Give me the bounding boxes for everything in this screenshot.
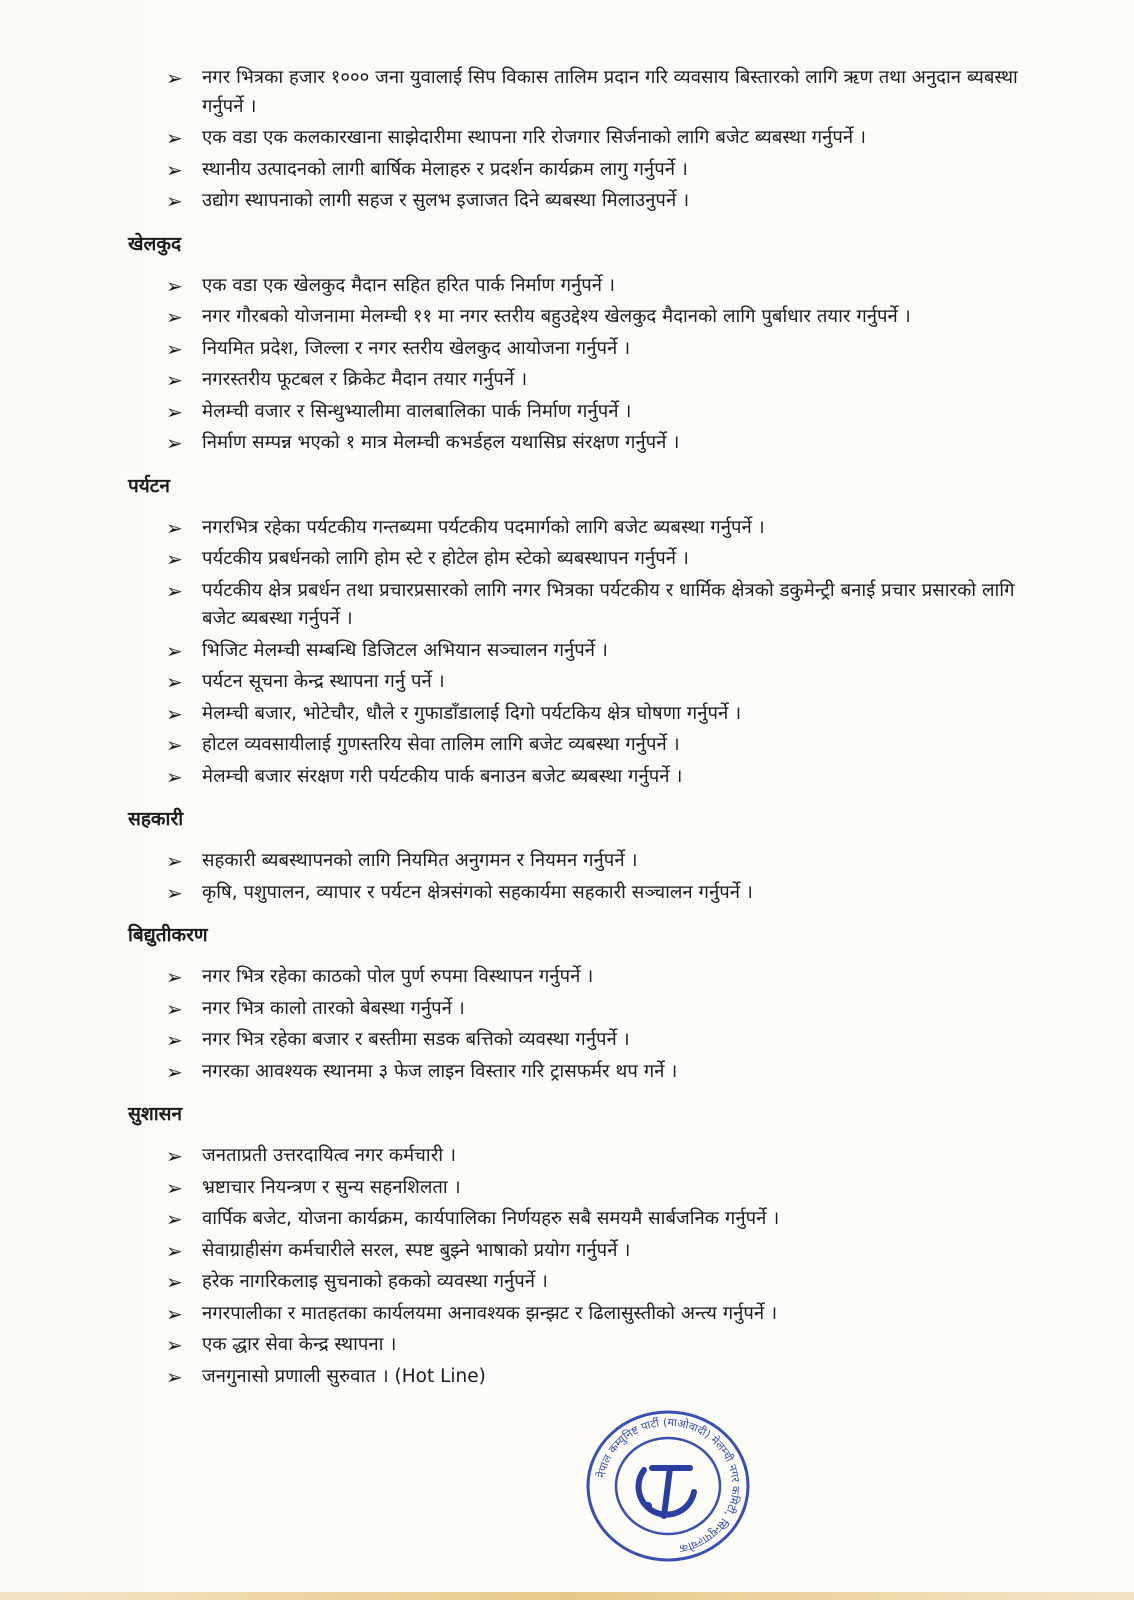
section-heading: सहकारी (128, 808, 184, 830)
list-item-text: उद्योग स्थापनाको लागी सहज र सुलभ इजाजत दिने ब्यबस्था मिलाउनुपर्ने । (202, 190, 690, 211)
bullet-arrow-icon: ➢ (166, 1333, 183, 1357)
bullet-arrow-icon: ➢ (166, 515, 183, 540)
bullet-arrow-icon: ➢ (166, 399, 183, 424)
list-item-text: नगर भित्र कालो तारको बेबस्था गर्नुपर्ने । (202, 997, 465, 1019)
bullet-arrow-icon: ➢ (166, 66, 183, 90)
list-item (166, 335, 1028, 364)
list-item-text: मेलम्ची बजार, भोटेचौर, धौले र गुफाडाँडालाई दिगो पर्यटकिय क्षेत्र घोषणा गर्नुपर्ने । (202, 702, 742, 724)
list-item (166, 1174, 1028, 1203)
bullet-arrow-icon: ➢ (166, 1144, 183, 1168)
list-item-text: सहकारी ब्यबस्थापनको लागि नियमित अनुगमन र नियमन गर्नुपर्ने । (202, 850, 638, 871)
bullet-arrow-icon: ➢ (166, 1364, 183, 1389)
list-item-text: भ्रष्टाचार नियन्त्रण र सुन्य सहनशिलता । (202, 1176, 461, 1198)
section-list (166, 272, 1028, 458)
list-item-text: कृषि, पशुपालन, व्यापार र पर्यटन क्षेत्रसंगको सहकार्यमा सहकारी सञ्चालन गर्नुपर्ने । (202, 881, 753, 903)
section (128, 230, 1028, 458)
list-item-text: नगरस्तरीय फूटबल र क्रिकेट मैदान तयार गर्नुपर्ने । (202, 369, 528, 390)
bullet-arrow-icon: ➢ (166, 157, 183, 182)
list-item-text: भिजिट मेलम्ची सम्बन्धि डिजिटल अभियान सञ्चालन गर्नुपर्ने । (202, 639, 608, 661)
list-item-text: नियमित प्रदेश, जिल्ला र नगर स्तरीय खेलकुद आयोजना गर्नुपर्ने । (202, 337, 631, 359)
intro-list (166, 64, 1028, 216)
list-item (166, 668, 1028, 697)
list-item-text: मेलम्ची बजार संरक्षण गरी पर्यटकीय पार्क बनाउन बजेट ब्यबस्था गर्नुपर्ने । (202, 765, 683, 787)
bullet-arrow-icon: ➢ (166, 638, 183, 663)
list-item (166, 577, 1028, 634)
list-item-text: जनताप्रती उत्तरदायित्व नगर कर्मचारी । (202, 1145, 456, 1166)
list-item (166, 1026, 1028, 1055)
list-item (166, 1237, 1028, 1266)
sections-container (128, 230, 1028, 1392)
bullet-arrow-icon: ➢ (166, 764, 183, 789)
bullet-arrow-icon: ➢ (166, 336, 183, 361)
list-item (166, 1268, 1028, 1297)
bullet-arrow-icon: ➢ (166, 880, 183, 905)
list-item (166, 64, 1028, 121)
bullet-arrow-icon: ➢ (166, 1270, 183, 1294)
section (128, 921, 1028, 1086)
list-item-text: नगरका आवश्यक स्थानमा ३ फेज लाइन विस्तार गरि ट्रासफर्मर थप गर्ने । (202, 1060, 678, 1082)
list-item-text: नगर भित्रका हजार १००० जना युवालाई सिप विकास तालिम प्रदान गरि व्यवसाय बिस्तारको लागि ऋण तथा अनुदान ब्यबस्था गर्नुपर्ने । (202, 67, 1018, 117)
bullet-arrow-icon: ➢ (166, 578, 183, 603)
seal-dot-icon (644, 1502, 652, 1510)
list-item-text: मेलम्ची वजार र सिन्धुभ्यालीमा वालबालिका पार्क निर्माण गर्नुपर्ने । (202, 400, 632, 422)
section-heading: बिद्युतीकरण (128, 924, 208, 946)
bullet-arrow-icon: ➢ (166, 701, 183, 726)
list-item (166, 303, 1028, 332)
section (128, 805, 1028, 907)
list-item-text: पर्यटकीय प्रबर्धनको लागि होम स्टे र होटेल होम स्टेको ब्यबस्थापन गर्नुपर्ने । (202, 548, 689, 569)
list-item (166, 156, 1028, 185)
bullet-arrow-icon: ➢ (166, 305, 183, 329)
bullet-arrow-icon: ➢ (166, 1059, 183, 1084)
section-heading: सुशासन (128, 1103, 183, 1125)
bullet-arrow-icon: ➢ (166, 670, 183, 694)
bullet-arrow-icon: ➢ (166, 849, 183, 873)
list-item (166, 124, 1028, 153)
list-item-text: पर्यटन सूचना केन्द्र स्थापना गर्नु पर्ने । (202, 671, 445, 692)
list-item-text: नगर भित्र रहेका बजार र बस्तीमा सडक बत्तिको व्यवस्था गर्नुपर्ने । (202, 1029, 630, 1050)
list-item-text: एक द्धार सेवा केन्द्र स्थापना । (202, 1334, 397, 1355)
list-item (166, 637, 1028, 666)
list-item (166, 1331, 1028, 1360)
list-item (166, 995, 1028, 1024)
list-item (166, 1205, 1028, 1234)
list-item-text: नगर भित्र रहेका काठको पोल पुर्ण रुपमा विस्थापन गर्नुपर्ने । (202, 966, 594, 987)
bullet-arrow-icon: ➢ (166, 368, 183, 392)
party-seal-stamp (582, 1408, 754, 1564)
bullet-arrow-icon: ➢ (166, 1238, 183, 1263)
list-item-text: एक वडा एक कलकारखाना साझेदारीमा स्थापना गरि रोजगार सिर्जनाको लागि बजेट ब्यबस्था गर्नुपर्ने । (202, 127, 866, 148)
list-item-text: जनगुनासो प्रणाली सुरुवात । (Hot Line) (202, 1365, 486, 1387)
bullet-arrow-icon: ➢ (166, 273, 183, 298)
document-content (128, 64, 1028, 1394)
section-list (166, 847, 1028, 907)
list-item (166, 187, 1028, 216)
list-item (166, 1058, 1028, 1087)
list-item-text: हरेक नागरिकलाइ सुचनाको हकको व्यवस्था गर्नुपर्ने । (202, 1271, 548, 1292)
bullet-arrow-icon: ➢ (166, 1028, 183, 1052)
list-item-text: होटल व्यवसायीलाई गुणस्तरिय सेवा तालिम लागि बजेट व्यबस्था गर्नुपर्ने । (202, 734, 680, 755)
list-item (166, 429, 1028, 458)
section-heading: पर्यटन (128, 474, 170, 497)
list-item (166, 700, 1028, 729)
list-item (166, 963, 1028, 992)
list-item (166, 366, 1028, 395)
list-item-text: सेवाग्राहीसंग कर्मचारीले सरल, स्पष्ट बुझ्ने भाषाको प्रयोग गर्नुपर्ने । (202, 1239, 631, 1261)
seal-text-path: नेपाल कम्युनिष्ट पार्टी (माओवादी) मेलम्ची नगर कमिटी, सिन्धुपाल्चोक (594, 1415, 743, 1555)
list-item-text: नगर गौरबको योजनामा मेलम्ची ११ मा नगर स्तरीय बहुउद्देश्य खेलकुद मैदानको लागि पुर्बाधार तयार गर्नुपर्ने । (202, 306, 911, 327)
list-item (166, 398, 1028, 427)
bullet-arrow-icon: ➢ (166, 431, 183, 455)
bullet-arrow-icon: ➢ (166, 126, 183, 150)
bullet-arrow-icon: ➢ (166, 965, 183, 989)
bullet-arrow-icon: ➢ (166, 1207, 183, 1231)
list-item-text: स्थानीय उत्पादनको लागी बार्षिक मेलाहरु र प्रदर्शन कार्यक्रम लागु गर्नुपर्ने । (202, 158, 688, 180)
section (128, 472, 1028, 792)
bullet-arrow-icon: ➢ (166, 1301, 183, 1326)
bullet-arrow-icon: ➢ (166, 547, 183, 571)
bullet-arrow-icon: ➢ (166, 996, 183, 1021)
list-item-text: नगरपालीका र मातहतका कार्यलयमा अनावश्यक झन्झट र ढिलासुस्तीको अन्त्य गर्नुपर्ने । (202, 1302, 778, 1324)
list-item-text: एक वडा एक खेलकुद मैदान सहित हरित पार्क निर्माण गर्नुपर्ने । (202, 274, 615, 296)
list-item (166, 545, 1028, 574)
list-item-text: निर्माण सम्पन्न भएको १ मात्र मेलम्ची कभर्डहल यथासिघ्र संरक्षण गर्नुपर्ने । (202, 432, 680, 453)
bullet-arrow-icon: ➢ (166, 1175, 183, 1200)
section-list (166, 514, 1028, 792)
list-item (166, 763, 1028, 792)
list-item (166, 879, 1028, 908)
list-item (166, 272, 1028, 301)
list-item-text: नगरभित्र रहेका पर्यटकीय गन्तब्यमा पर्यटकीय पदमार्गको लागि बजेट ब्यबस्था गर्नुपर्ने । (202, 516, 765, 538)
section-list (166, 1142, 1028, 1391)
list-item (166, 1363, 1028, 1392)
section (128, 1100, 1028, 1391)
list-item (166, 1300, 1028, 1329)
list-item (166, 731, 1028, 760)
section-heading: खेलकुद (128, 232, 182, 255)
bottom-edge-strip (0, 1592, 1134, 1600)
bullet-arrow-icon: ➢ (166, 189, 183, 213)
list-item (166, 847, 1028, 876)
section-list (166, 963, 1028, 1086)
list-item (166, 1142, 1028, 1171)
list-item (166, 514, 1028, 543)
list-item-text: पर्यटकीय क्षेत्र प्रबर्धन तथा प्रचारप्रसारको लागि नगर भित्रका पर्यटकीय र धार्मिक क्षेत्रको डकुमेन्ट्री बनाई प्रचार प्रसारको लागि बजेट ब्यबस्था गर्नुपर्ने । (202, 579, 1015, 629)
list-item-text: वार्पिक बजेट, योजना कार्यक्रम, कार्यपालिका निर्णयहरु सबै समयमै सार्बजनिक गर्नुपर्ने । (202, 1208, 780, 1229)
bullet-arrow-icon: ➢ (166, 733, 183, 757)
